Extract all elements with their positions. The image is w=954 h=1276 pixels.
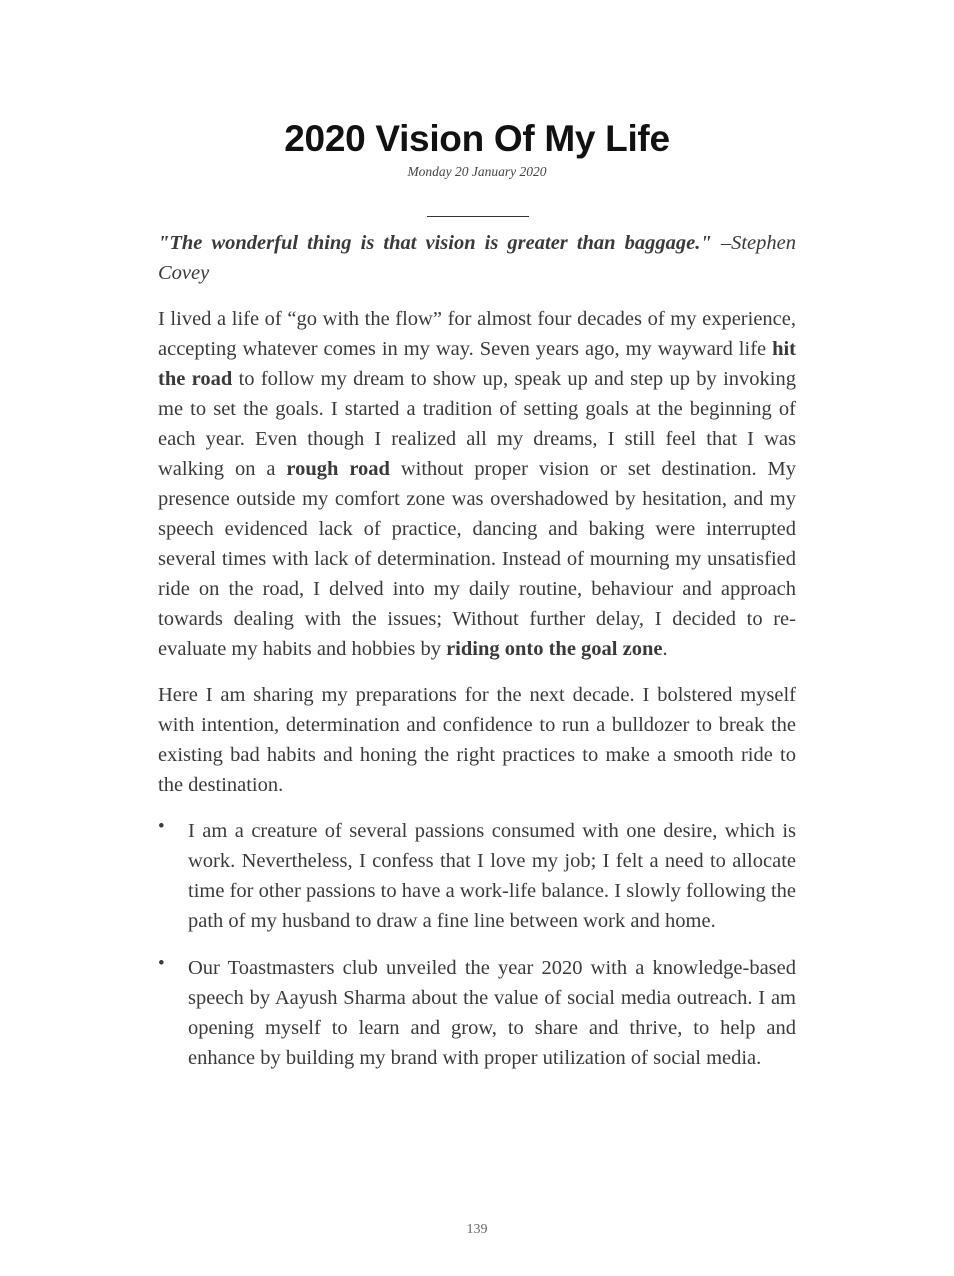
page-number: 139 (466, 1222, 488, 1237)
article-body (158, 228, 796, 1090)
paragraph-intro (158, 304, 796, 664)
emphasis-rough-road: rough road (286, 458, 390, 480)
title-divider (427, 216, 529, 217)
paragraph-text: I lived a life of “go with the flow” for almost four decades of my experience, accepting whatever comes in my way. Seven years ago, my wayward life (158, 308, 796, 360)
page-title: 2020 Vision Of My Life (284, 118, 670, 159)
epigraph-quote (158, 228, 796, 288)
paragraph-text: to follow my dream to show up, speak up and step up by invoking me to set the goals. I started a tradition of setting goals at the beginning of each year. Even though I realized all my dreams, I still feel that I was walking on a (158, 368, 796, 480)
paragraph-text: . (662, 638, 668, 660)
list-item-text: Our Toastmasters club unveiled the year 2020 with a knowledge-based speech by Aayush Sharma about the value of social media outreach. I am opening myself to learn and grow, to share and thrive, to help and enhance by building my brand with proper utilization of social media. (188, 957, 796, 1069)
emphasis-goal-zone: riding onto the goal zone (446, 638, 663, 660)
list-item (158, 953, 796, 1073)
emphasis-hit-the-road: hit the road (158, 338, 796, 390)
list-item-text: I am a creature of several passions consumed with one desire, which is work. Nevertheless, I confess that I love my job; I felt a need to allocate time for other passions to have a work-life balance. I slowly following the path of my husband to draw a fine line between work and home. (188, 820, 796, 932)
bullet-icon: • (158, 953, 165, 974)
post-date: Monday 20 January 2020 (407, 164, 547, 179)
quote-author: –Stephen Covey (158, 232, 796, 284)
quote-text: "The wonderful thing is that vision is greater than baggage." (158, 232, 712, 254)
paragraph-text: without proper vision or set destination. My presence outside my comfort zone was overshadowed by hesitation, and my speech evidenced lack of practice, dancing and baking were interrupted several times with lack of determination. Instead of mourning my unsatisfied ride on the road, I delved into my daily routine, behaviour and approach towards dealing with the issues; Without further delay, I decided to re-evaluate my habits and hobbies by (158, 458, 796, 660)
paragraph-preparations: Here I am sharing my preparations for the next decade. I bolstered myself with intention, determination and confidence to run a bulldozer to break the existing bad habits and honing the right practices to make a smooth ride to the destination. (158, 684, 796, 796)
bullet-icon: • (158, 816, 165, 837)
goals-list (158, 816, 796, 1073)
list-item (158, 816, 796, 936)
